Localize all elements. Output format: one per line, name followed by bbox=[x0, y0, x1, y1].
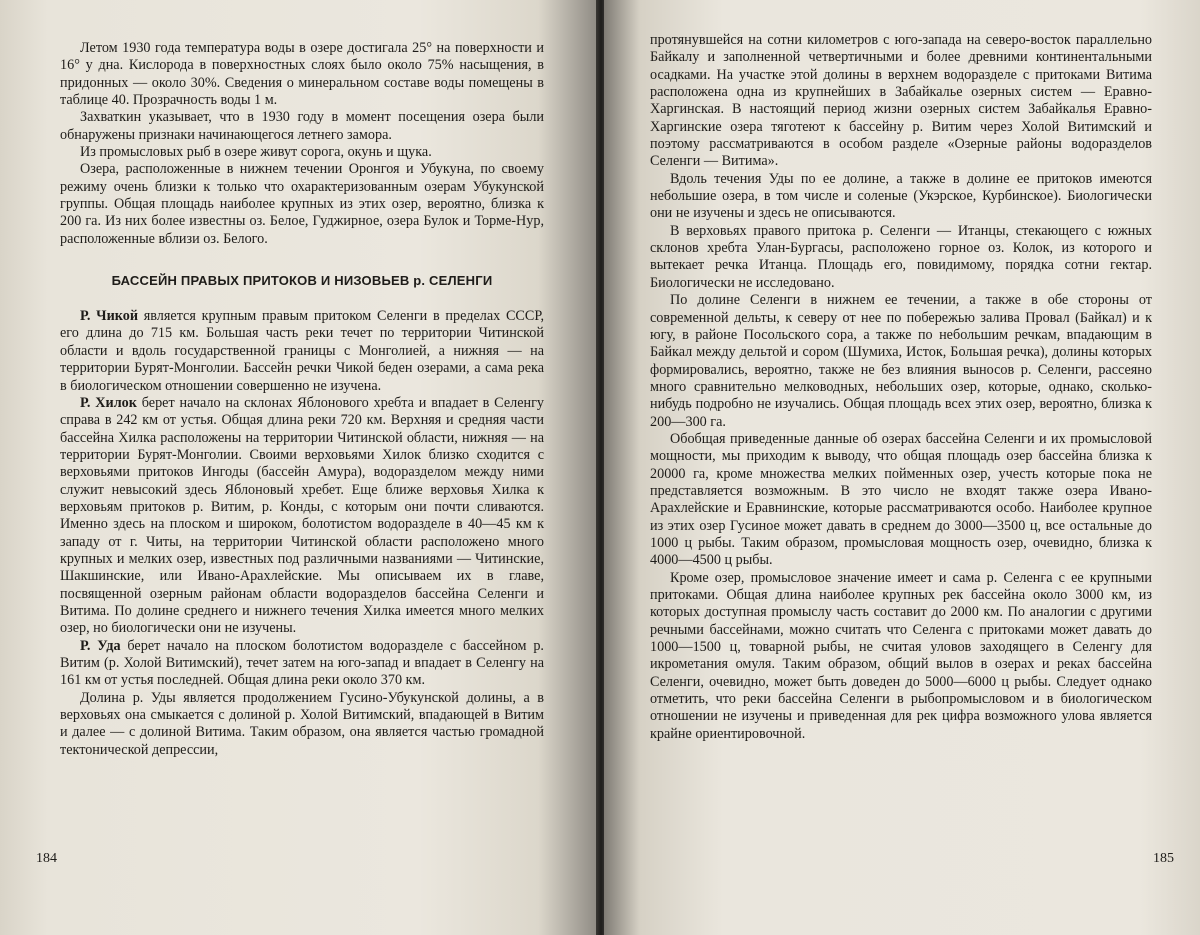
paragraph: Кроме озер, промысловое значение имеет и сама р. Селенга с ее крупными притоками. Общая длина наиболее крупных рек бассейна около 3000 км, из которых доступная промыслу часть составит до 2000 км. По аналогии с другими речными бассейнами, можно считать что Селенга с притоками может давать до 1000—1500 ц, товарной рыбы, не считая уловов заходящего в Селенгу для икрометания омуля. Таким образом, общий вылов в озерах и реках бассейна Селенги, очевидно, может быть доведен до 5000—6000 ц рыбы. Следует однако отметить, что реки бассейна Селенги в рыбопромысловом и в биологическом отношении не изучены и приведенная для рек цифра возможного улова является крайне ориентировочной. bbox=[650, 569, 1152, 742]
paragraph: В верховьях правого притока р. Селенги — Итанцы, стекающего с южных склонов хребта Улан-Бургасы, расположено горное оз. Колок, из которого и вытекает речка Итанца. Площадь его, повидимому, порядка сотни гектар. Биологически не исследовано. bbox=[650, 222, 1152, 291]
paragraph: протянувшейся на сотни километров с юго-запада на северо-восток параллельно Байкалу и заполненной четвертичными и более древними континентальными осадками. На участке этой долины в верхнем водоразделе с притоками Витима расположена одна из крупнейших в Забайкалье озерных систем — Еравно-Харгинская. В настоящий период жизни озерных систем Забайкалья Еравно-Харгинские озера тяготеют к бассейну р. Витим через Холой Витимский и поэтому рассматриваются в особом разделе «Озерные районы водоразделов Селенги — Витима». bbox=[650, 32, 1152, 170]
paragraph bbox=[60, 395, 544, 638]
river-name: Р. Чикой bbox=[80, 308, 139, 325]
paragraph: Захваткин указывает, что в 1930 году в момент посещения озера были обнаружены признаки начинающегося летнего замора. bbox=[60, 109, 544, 143]
paragraph: Долина р. Уды является продолжением Гусино-Убукунской долины, а в верховьях она смыкается с долиной р. Холой Витимский, впадающей в Витим и далее — с долиной Витима. Таким образом, она является частью громадной тектонической депрессии, bbox=[60, 689, 544, 758]
left-page bbox=[0, 0, 598, 935]
paragraph bbox=[60, 308, 544, 395]
river-name: Р. Хилок bbox=[80, 394, 137, 411]
paragraph-text: является крупным правым притоком Селенги в пределах СССР, его длина до 715 км. Большая часть реки течет по территории Читинской области и вдоль государственной границы с Монголией, а нижняя — на территории Бурят-Монголии. Бассейн речки Чикой беден озерами, а сама река в биологическом отношении совершенно не изучена. bbox=[60, 308, 544, 394]
section-heading: БАССЕЙН ПРАВЫХ ПРИТОКОВ И НИЗОВЬЕВ р. СЕЛЕНГИ bbox=[111, 273, 493, 289]
paragraph: Обобщая приведенные данные об озерах бассейна Селенги и их промысловой мощности, мы приходим к выводу, что общая площадь озер бассейна близка к 20000 га, кроме множества мелких пойменных озер, учесть которые пока не представляется возможным. В это число не входят также озера Ивано-Арахлейские и Еравнинские, которые рассматриваются особо. Наиболее крупное из этих озер Гусиное может давать в среднем до 3000—3500 ц, все остальные до 1000 ц рыбы. Таким образом, промысловая мощность озер, очевидно, близка к 4000—4500 ц рыбы. bbox=[650, 430, 1152, 569]
river-name: Р. Уда bbox=[80, 637, 121, 654]
page-number: 184 bbox=[36, 851, 57, 866]
page-number: 185 bbox=[1153, 851, 1174, 866]
right-page bbox=[604, 0, 1200, 935]
paragraph: Из промысловых рыб в озере живут сорога, окунь и щука. bbox=[80, 144, 432, 161]
paragraph: Озера, расположенные в нижнем течении Оронгоя и Убукуна, по своему режиму очень близки к только что охарактеризованным озерам Убукунской группы. Общая площадь наиболее крупных из этих озер, вероятно, близка к 200 га. Из них более известны оз. Белое, Гуджирное, озера Булок и Торме-Нур, расположенные вблизи оз. Белого. bbox=[60, 161, 544, 247]
paragraph bbox=[60, 638, 544, 690]
paragraph-text: берет начало на плоском болотистом водоразделе с бассейном р. Витим (р. Холой Витимский), течет затем на юго-запад и впадает в Селенгу на 161 км от устья последней. Общая длина реки около 370 км. bbox=[60, 637, 544, 689]
paragraph: Летом 1930 года температура воды в озере достигала 25° на поверхности и 16° у дна. Кислорода в поверхностных слоях было около 75% насыщения, в придонных — около 30%. Сведения о минеральном составе воды помещены в таблице 40. Прозрачность воды 1 м. bbox=[60, 40, 544, 109]
paragraph: По долине Селенги в нижнем ее течении, а также в обе стороны от современной дельты, к северу от нее по побережью залива Провал (Байкал) и к югу, в районе Посольского сора, а также по небольшим речкам, впадающим в Байкал между дельтой и сором (Шумиха, Исток, Большая речка), долины которых формировались, вероятно, также не без влияния выносов р. Селенги, рассеяно много сравнительно мелководных, небольших озер, которые, однако, сколько-нибудь подробно не изучались. Общая площадь всех этих озер, вероятно, близка к 200—300 га. bbox=[650, 292, 1152, 430]
paragraph: Вдоль течения Уды по ее долине, а также в долине ее притоков имеются небольшие озера, в том числе и соленые (Укэрское, Курбинское). Биологически они не изучены и здесь не описываются. bbox=[650, 170, 1152, 222]
paragraph-text: берет начало на склонах Яблонового хребта и впадает в Селенгу справа в 242 км от устья. Общая длина реки 720 км. Верхняя и средняя части бассейна Хилка расположены на территории Читинской области, нижняя — на территории Бурят-Монголии. Своими верховьями Хилок близко сходится с верховьями притоков Ингоды (бассейн Амура), водоразделом между ними служит невысокий здесь Яблоновый хребет. Еще ближе верховья Хилка к верховьям притоков р. Витим, р. Конды, с которым они почти сливаются. Именно здесь на плоском и широком, болотистом водоразделе в 40—45 км к западу от г. Читы, на территории Читинской области расположено много крупных и мелких озер, известных под различными названиями — Читинские, Шакшинские, или Ивано-Арахлейские. Мы описываем их в главе, посвященной озерным районам области водоразделов бассейна Селенги и Витима. По долине среднего и нижнего течения Хилка имеется много мелких озер, но биологически они не изучены. bbox=[60, 394, 544, 637]
